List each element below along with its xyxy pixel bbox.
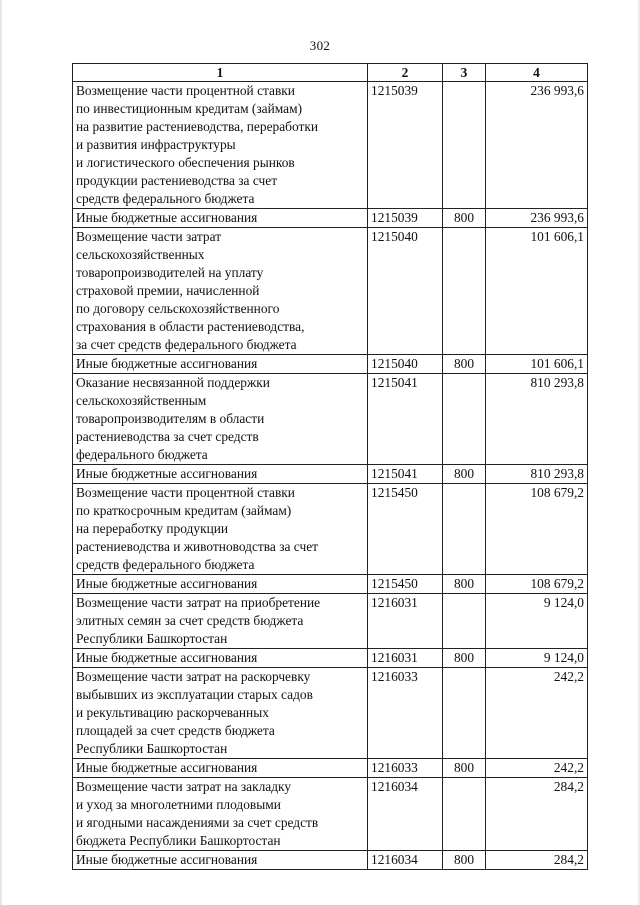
- row-name-line: выбывших из эксплуатации старых садов: [76, 687, 313, 702]
- row-type-cell: [443, 82, 486, 209]
- row-type-cell: 800: [443, 209, 486, 228]
- row-name-line: площадей за счет средств бюджета: [76, 723, 275, 738]
- header-col-3: 3: [443, 64, 486, 82]
- row-name-cell: [73, 209, 368, 228]
- row-name-line: Возмещение части затрат на приобретение: [76, 595, 321, 610]
- row-name-line: сельскохозяйственных: [76, 247, 205, 262]
- table-row: [73, 778, 588, 851]
- row-name-line: растениеводства за счет средств: [76, 429, 259, 444]
- row-sum-cell: 236 993,6: [486, 209, 588, 228]
- row-sum-cell: 108 679,2: [486, 575, 588, 594]
- row-name-line: и уход за многолетними плодовыми: [76, 797, 281, 812]
- row-code-cell: 1216034: [368, 851, 443, 870]
- row-name-cell: [73, 759, 368, 778]
- row-sum-cell: 284,2: [486, 851, 588, 870]
- table-row: [73, 594, 588, 649]
- table-row: [73, 759, 588, 778]
- header-col-2: 2: [368, 64, 443, 82]
- table-row: [73, 209, 588, 228]
- table-row: [73, 465, 588, 484]
- table-row: [73, 82, 588, 209]
- row-type-cell: [443, 484, 486, 575]
- row-name-line: по инвестиционным кредитам (займам): [76, 101, 303, 116]
- row-name-cell: [73, 778, 368, 851]
- row-name-cell: [73, 82, 368, 209]
- row-sum-cell: 108 679,2: [486, 484, 588, 575]
- row-type-cell: [443, 374, 486, 465]
- row-name-line: страховой премии, начисленной: [76, 283, 260, 298]
- row-name-cell: [73, 374, 368, 465]
- row-name-line: бюджета Республики Башкортостан: [76, 833, 281, 848]
- row-code-cell: 1215041: [368, 374, 443, 465]
- table-row: [73, 575, 588, 594]
- row-name-line: Иные бюджетные ассигнования: [76, 576, 258, 591]
- row-name-line: Возмещение части затрат на раскорчевку: [76, 669, 311, 684]
- row-sum-cell: 9 124,0: [486, 594, 588, 649]
- table-body: [73, 82, 588, 870]
- row-code-cell: 1216033: [368, 668, 443, 759]
- row-name-cell: [73, 575, 368, 594]
- row-code-cell: 1215450: [368, 575, 443, 594]
- row-code-cell: 1216034: [368, 778, 443, 851]
- row-name-line: элитных семян за счет средств бюджета: [76, 613, 304, 628]
- row-name-line: Иные бюджетные ассигнования: [76, 210, 258, 225]
- row-name-line: и логистического обеспечения рынков: [76, 155, 295, 170]
- table-row: [73, 374, 588, 465]
- row-name-line: товаропроизводителям в области: [76, 411, 265, 426]
- row-code-cell: 1216031: [368, 594, 443, 649]
- table-row: [73, 484, 588, 575]
- row-name-line: Иные бюджетные ассигнования: [76, 760, 258, 775]
- row-type-cell: [443, 228, 486, 355]
- row-name-cell: [73, 228, 368, 355]
- row-name-line: продукции растениеводства за счет: [76, 173, 278, 188]
- row-code-cell: 1215041: [368, 465, 443, 484]
- row-code-cell: 1215450: [368, 484, 443, 575]
- row-sum-cell: 101 606,1: [486, 228, 588, 355]
- row-name-cell: [73, 355, 368, 374]
- row-name-line: Оказание несвязанной поддержки: [76, 375, 270, 390]
- row-name-line: страхования в области растениеводства,: [76, 319, 305, 334]
- table-row: [73, 355, 588, 374]
- row-name-cell: [73, 668, 368, 759]
- row-name-line: товаропроизводителей на уплату: [76, 265, 264, 280]
- row-type-cell: 800: [443, 759, 486, 778]
- row-name-line: федерального бюджета: [76, 447, 208, 462]
- row-name-cell: [73, 649, 368, 668]
- table-row: [73, 851, 588, 870]
- header-col-4: 4: [486, 64, 588, 82]
- row-name-line: Возмещение части процентной ставки: [76, 485, 295, 500]
- row-name-line: Возмещение части процентной ставки: [76, 83, 295, 98]
- row-sum-cell: 242,2: [486, 759, 588, 778]
- row-name-line: сельскохозяйственным: [76, 393, 207, 408]
- row-name-line: Иные бюджетные ассигнования: [76, 852, 258, 867]
- table-row: [73, 649, 588, 668]
- row-code-cell: 1215039: [368, 82, 443, 209]
- row-name-line: по краткосрочным кредитам (займам): [76, 503, 292, 518]
- row-type-cell: [443, 668, 486, 759]
- row-sum-cell: 9 124,0: [486, 649, 588, 668]
- row-name-line: на переработку продукции: [76, 521, 229, 536]
- row-type-cell: 800: [443, 851, 486, 870]
- row-name-line: и ягодными насаждениями за счет средств: [76, 815, 319, 830]
- table-row: [73, 228, 588, 355]
- table-header-row: [73, 64, 588, 82]
- page-number: 302: [309, 38, 331, 53]
- row-sum-cell: 284,2: [486, 778, 588, 851]
- header-col-1: 1: [73, 64, 368, 82]
- budget-table: [72, 63, 588, 870]
- table-row: [73, 668, 588, 759]
- row-name-line: средств федерального бюджета: [76, 191, 255, 206]
- row-name-line: и развития инфраструктуры: [76, 137, 236, 152]
- row-type-cell: 800: [443, 649, 486, 668]
- row-name-line: Возмещение части затрат: [76, 229, 222, 244]
- scan-edge-left: [0, 0, 2, 905]
- row-sum-cell: 242,2: [486, 668, 588, 759]
- row-name-line: Иные бюджетные ассигнования: [76, 466, 258, 481]
- row-name-line: Иные бюджетные ассигнования: [76, 356, 258, 371]
- row-name-line: Республики Башкортостан: [76, 631, 228, 646]
- row-type-cell: 800: [443, 465, 486, 484]
- row-name-line: на развитие растениеводства, переработки: [76, 119, 319, 134]
- row-name-line: и рекультивацию раскорчеванных: [76, 705, 269, 720]
- row-sum-cell: 810 293,8: [486, 374, 588, 465]
- row-code-cell: 1215040: [368, 355, 443, 374]
- row-sum-cell: 101 606,1: [486, 355, 588, 374]
- row-code-cell: 1216031: [368, 649, 443, 668]
- row-sum-cell: 810 293,8: [486, 465, 588, 484]
- row-code-cell: 1215039: [368, 209, 443, 228]
- row-type-cell: 800: [443, 575, 486, 594]
- row-type-cell: 800: [443, 355, 486, 374]
- row-type-cell: [443, 594, 486, 649]
- row-type-cell: [443, 778, 486, 851]
- row-name-line: растениеводства и животноводства за счет: [76, 539, 319, 554]
- row-name-cell: [73, 851, 368, 870]
- row-name-line: средств федерального бюджета: [76, 557, 255, 572]
- row-sum-cell: 236 993,6: [486, 82, 588, 209]
- row-name-cell: [73, 484, 368, 575]
- row-code-cell: 1216033: [368, 759, 443, 778]
- row-name-line: Иные бюджетные ассигнования: [76, 650, 258, 665]
- row-name-line: по договору сельскохозяйственного: [76, 301, 280, 316]
- row-name-cell: [73, 594, 368, 649]
- row-code-cell: 1215040: [368, 228, 443, 355]
- row-name-line: за счет средств федерального бюджета: [76, 337, 297, 352]
- row-name-line: Возмещение части затрат на закладку: [76, 779, 292, 794]
- row-name-cell: [73, 465, 368, 484]
- row-name-line: Республики Башкортостан: [76, 741, 228, 756]
